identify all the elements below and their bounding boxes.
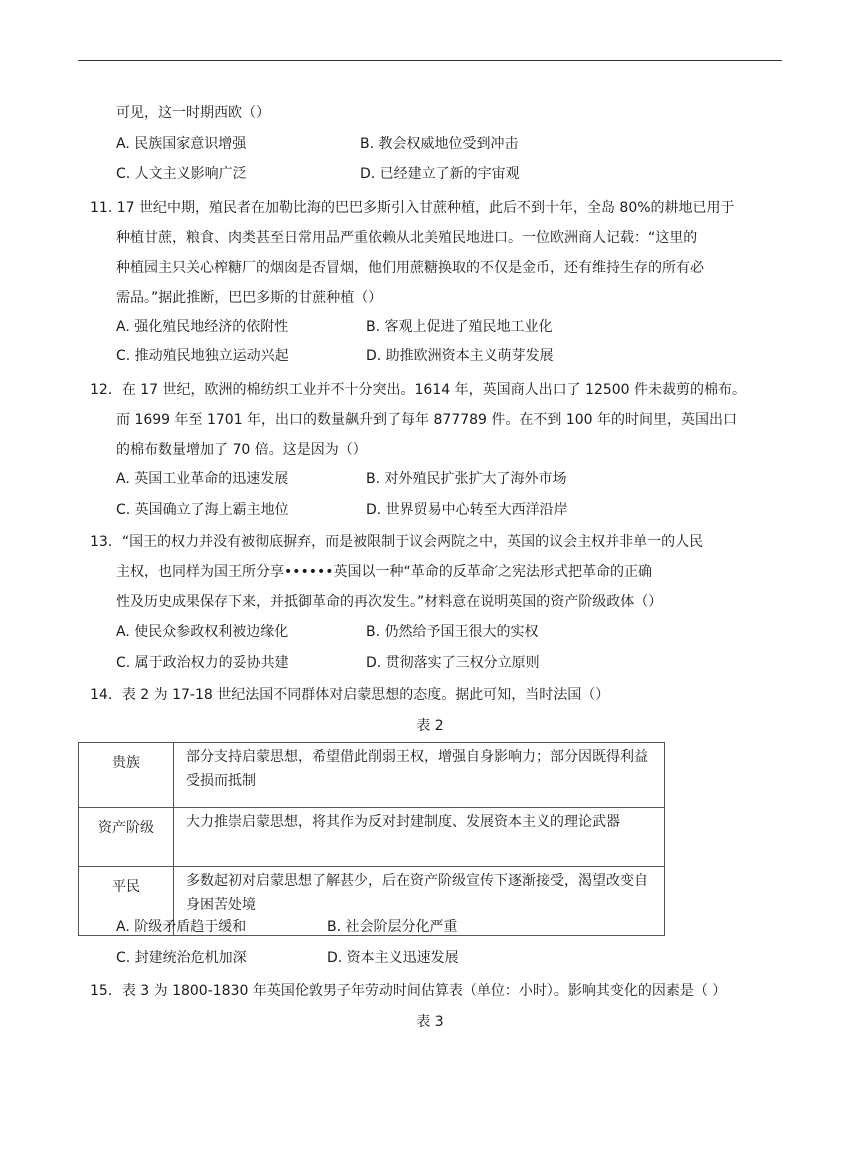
- q12-option-a[interactable]: A. 英国工业革命的迅速发展: [116, 471, 289, 487]
- q10-option-b[interactable]: B. 教会权威地位受到冲击: [360, 136, 519, 152]
- table-cell-group: 平民: [79, 867, 174, 936]
- table-row: [79, 808, 665, 867]
- table-2: [78, 742, 665, 936]
- q14-option-a[interactable]: A. 阶级矛盾趋于缓和: [116, 919, 247, 935]
- q11-option-d[interactable]: D. 助推欧洲资本主义萌芽发展: [366, 348, 554, 364]
- q13-stem-line-2: 主权，也同样为国王所分享••••••英国以一种“革命的反革命′之宪法形式把革命的正确: [116, 564, 652, 580]
- q14-stem: 14．表 2 为 17-18 世纪法国不同群体对启蒙思想的态度。据此可知，当时法国（）: [90, 687, 610, 703]
- q11-stem-line-1: 11. 17 世纪中期，殖民者在加勒比海的巴巴多斯引入甘蔗种植，此后不到十年，全岛 80%的耕地已用于: [90, 200, 735, 216]
- q11-option-b[interactable]: B. 客观上促进了殖民地工业化: [366, 319, 553, 335]
- q14-option-d[interactable]: D. 资本主义迅速发展: [327, 950, 459, 966]
- q11-option-a[interactable]: A. 强化殖民地经济的依附性: [116, 319, 289, 335]
- q10-option-c[interactable]: C. 人文主义影响广泛: [116, 166, 247, 182]
- q13-stem-line-3: 性及历史成果保存下来，并抵御革命的再次发生。”材料意在说明英国的资产阶级政体（）: [116, 594, 663, 610]
- q13-option-a[interactable]: A. 使民众参政权利被边缘化: [116, 624, 289, 640]
- header-rule: [78, 60, 782, 61]
- q11-stem-line-4: 需品。”据此推断，巴巴多斯的甘蔗种植（）: [116, 290, 383, 306]
- q11-stem-line-3: 种植园主只关心榨糖厂的烟囱是否冒烟，他们用蔗糖换取的不仅是金币，还有维持生存的所有必: [116, 260, 704, 276]
- q14-option-c[interactable]: C. 封建统治危机加深: [116, 950, 247, 966]
- table-row: [79, 743, 665, 808]
- q12-option-d[interactable]: D. 世界贸易中心转至大西洋沿岸: [366, 502, 568, 518]
- q11-stem-line-2: 种植甘蔗，粮食、肉类甚至日常用品严重依赖从北美殖民地进口。一位欧洲商人记载：“这里的: [116, 230, 698, 246]
- table-cell-group: 资产阶级: [79, 808, 174, 867]
- q11-option-c[interactable]: C. 推动殖民地独立运动兴起: [116, 348, 289, 364]
- table-cell-attitude: 部分支持启蒙思想，希望借此削弱王权，增强自身影响力；部分因既得利益受损而抵制: [174, 743, 665, 808]
- q14-option-b[interactable]: B. 社会阶层分化严重: [327, 919, 458, 935]
- q12-stem-line-3: 的棉布数量增加了 70 倍。这是因为（）: [116, 442, 367, 458]
- table-2-caption: 表 2: [416, 718, 444, 734]
- q12-option-c[interactable]: C. 英国确立了海上霸主地位: [116, 502, 289, 518]
- table-3-caption: 表 3: [416, 1014, 444, 1030]
- q12-stem-line-2: 而 1699 年至 1701 年，出口的数量飙升到了每年 877789 件。在不到 100 年的时间里，英国出口: [116, 412, 738, 428]
- q12-stem-line-1: 12．在 17 世纪，欧洲的棉纺织工业并不十分突出。1614 年，英国商人出口了 12500 件未裁剪的棉布。: [90, 382, 747, 398]
- table-cell-attitude: 多数起初对启蒙思想了解甚少，后在资产阶级宣传下逐渐接受，渴望改变自身困苦处境: [174, 867, 665, 936]
- q10-stem-tail: 可见，这一时期西欧（）: [116, 105, 270, 121]
- q13-option-b[interactable]: B. 仍然给予国王很大的实权: [366, 624, 539, 640]
- q13-stem-line-1: 13．“国王的权力并没有被彻底摒弃，而是被限制于议会两院之中，英国的议会主权并非单一的人民: [90, 534, 704, 550]
- q12-option-b[interactable]: B. 对外殖民扩张扩大了海外市场: [366, 471, 567, 487]
- table-cell-attitude: 大力推崇启蒙思想，将其作为反对封建制度、发展资本主义的理论武器: [174, 808, 665, 867]
- table-cell-group: 贵族: [79, 743, 174, 808]
- q13-option-d[interactable]: D. 贯彻落实了三权分立原则: [366, 655, 540, 671]
- q15-stem: 15．表 3 为 1800-1830 年英国伦敦男子年劳动时间估算表（单位：小时）。影响其变化的因素是（ ）: [90, 983, 727, 999]
- q10-option-a[interactable]: A. 民族国家意识增强: [116, 136, 247, 152]
- q13-option-c[interactable]: C. 属于政治权力的妥协共建: [116, 655, 289, 671]
- q10-option-d[interactable]: D. 已经建立了新的宇宙观: [360, 166, 520, 182]
